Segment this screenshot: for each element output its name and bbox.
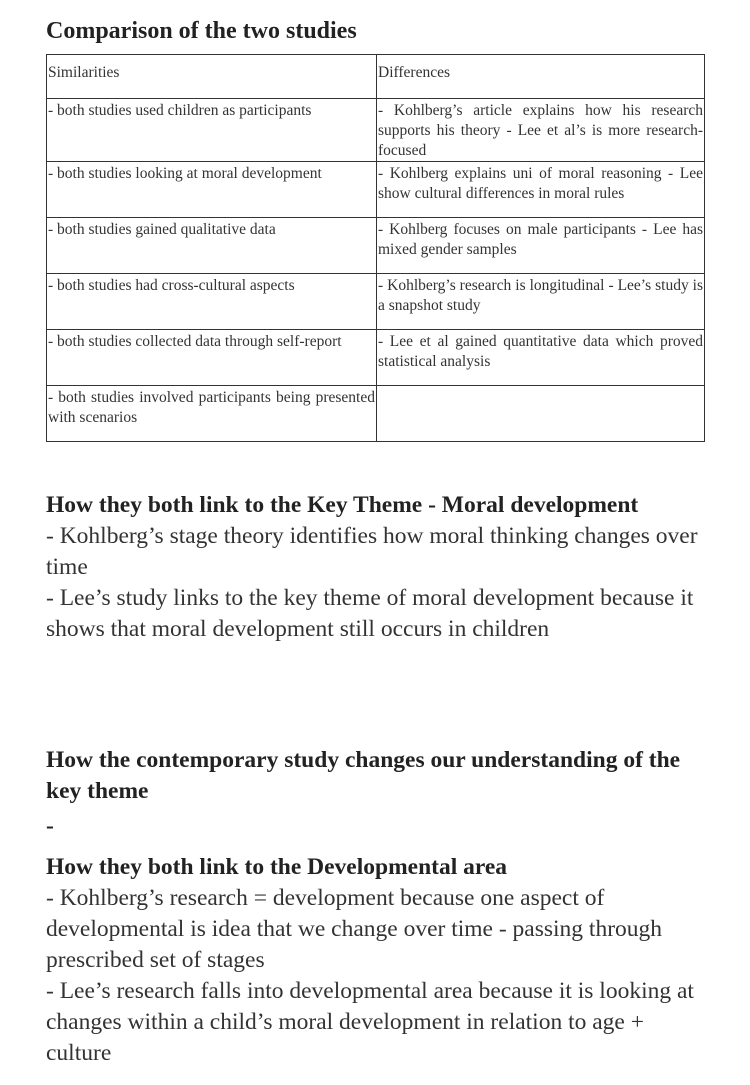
document-page [46, 14, 706, 1066]
table-header-row [47, 55, 705, 99]
table-row [47, 218, 705, 274]
section-heading: How they both link to the Developmental area [46, 854, 508, 880]
difference-cell: - Kohlberg’s article explains how his research supports his theory - Lee et al’s is more research-focused [377, 99, 705, 162]
section-key-theme [46, 490, 706, 645]
table-row [47, 274, 705, 330]
page-title: Comparison of the two studies [46, 18, 357, 44]
similarity-cell: - both studies involved participants being presented with scenarios [47, 386, 377, 442]
section-paragraph: - Kohlberg’s research = development because one aspect of developmental is idea that we change over time - passing through prescribed set of stages [46, 885, 663, 973]
similarity-cell: - both studies gained qualitative data [47, 218, 377, 274]
section-paragraph: - [46, 813, 54, 839]
similarity-cell: - both studies had cross-cultural aspects [47, 274, 377, 330]
section-paragraph: - Lee’s research falls into developmental area because it is looking at changes within a child’s moral development in relation to age + culture [46, 978, 694, 1066]
difference-cell: - Kohlberg explains uni of moral reasoning - Lee show cultural differences in moral rules [377, 162, 705, 218]
section-developmental-area [46, 852, 706, 1069]
table-row [47, 386, 705, 442]
section-paragraph: - Lee’s study links to the key theme of moral development because it shows that moral development still occurs in children [46, 585, 694, 642]
table-row [47, 330, 705, 386]
similarity-cell: - both studies used children as participants [47, 99, 377, 162]
header-differences: Differences [377, 55, 705, 99]
difference-cell-empty [377, 386, 705, 442]
section-paragraph: - Kohlberg’s stage theory identifies how moral thinking changes over time [46, 523, 698, 580]
difference-cell: - Kohlberg focuses on male participants - Lee has mixed gender samples [377, 218, 705, 274]
section-heading: How they both link to the Key Theme - Moral development [46, 492, 639, 518]
section-contemporary-study [46, 745, 706, 842]
table-row [47, 99, 705, 162]
section-heading: How the contemporary study changes our understanding of the key theme [46, 747, 681, 804]
similarity-cell: - both studies looking at moral development [47, 162, 377, 218]
difference-cell: - Kohlberg’s research is longitudinal - Lee’s study is a snapshot study [377, 274, 705, 330]
header-similarities: Similarities [47, 55, 377, 99]
similarity-cell: - both studies collected data through self-report [47, 330, 377, 386]
difference-cell: - Lee et al gained quantitative data which proved statistical analysis [377, 330, 705, 386]
comparison-table [46, 54, 705, 442]
table-row [47, 162, 705, 218]
